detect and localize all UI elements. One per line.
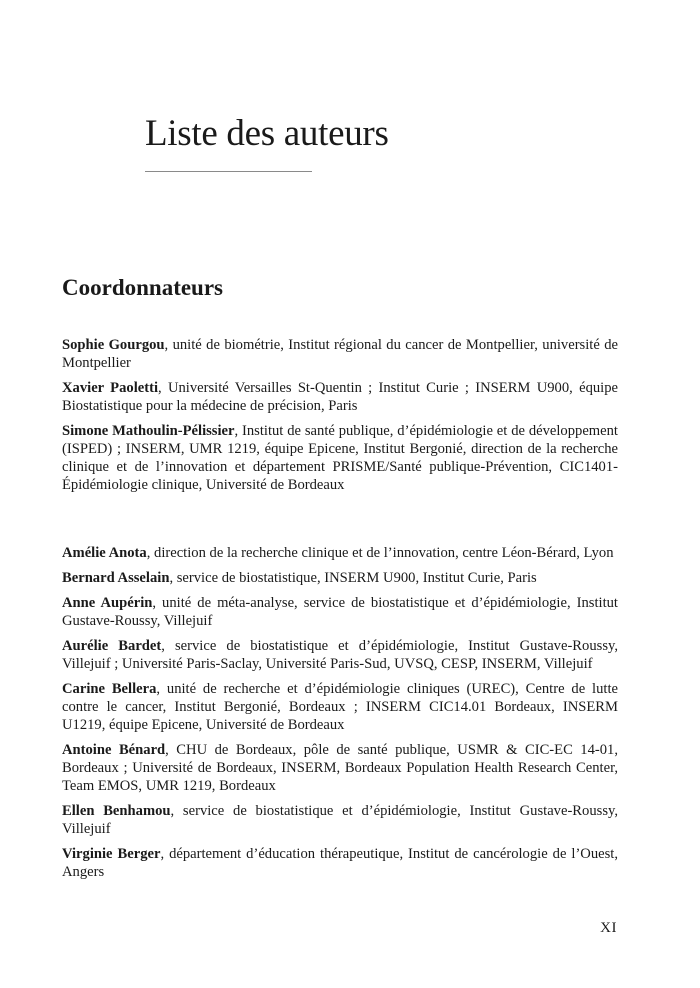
author-name: Simone Mathoulin-Pélissier	[62, 423, 235, 439]
author-affiliation: , unité de biométrie, Institut régional du cancer de Montpellier, université de Montpellier	[62, 337, 618, 371]
author-affiliation: , Institut de santé publique, d’épidémiologie et de développement (ISPED) ; INSERM, UMR 1219, équipe Epicene, Institut Bergonié, direction de la recherche clinique et de l’innovation et département PRISME/Santé publique-Prévention, CIC1401-Épidémiologie clinique, Université de Bordeaux	[62, 423, 618, 493]
author-affiliation: , direction de la recherche clinique et de l’innovation, centre Léon-Bérard, Lyon	[146, 545, 614, 561]
coordinator-entry	[62, 379, 618, 415]
author-name: Ellen Benhamou	[62, 803, 171, 819]
author-affiliation: , CHU de Bordeaux, pôle de santé publique, USMR & CIC-EC 14-01, Bordeaux ; Université de Bordeaux, INSERM, Bordeaux Population Health Research Center, Team EMOS, UMR 1219, Bordeaux	[62, 742, 619, 794]
author-affiliation: , unité de méta-analyse, service de biostatistique et d’épidémiologie, Institut Gustave-Roussy, Villejuif	[62, 595, 618, 629]
page-number: XI	[600, 920, 617, 936]
author-name: Sophie Gourgou	[62, 337, 165, 353]
author-name: Anne Aupérin	[62, 595, 153, 611]
author-entry	[62, 741, 618, 795]
author-name: Carine Bellera	[62, 681, 157, 697]
author-entry	[62, 845, 618, 881]
author-name: Virginie Berger	[62, 846, 161, 862]
coordinator-entry	[62, 336, 618, 372]
author-name: Bernard Asselain	[62, 570, 170, 586]
author-name: Aurélie Bardet	[62, 638, 162, 654]
author-entry	[62, 544, 618, 562]
author-affiliation: , service de biostatistique et d’épidémiologie, Institut Gustave-Roussy, Villejuif	[62, 803, 618, 837]
coordinator-entry	[62, 422, 618, 494]
title-rule	[145, 171, 312, 172]
author-entry	[62, 802, 618, 838]
author-affiliation: , département d’éducation thérapeutique, Institut de cancérologie de l’Ouest, Angers	[62, 846, 618, 880]
author-entry	[62, 569, 618, 587]
author-affiliation: , Université Versailles St-Quentin ; Institut Curie ; INSERM U900, équipe Biostatistique pour la médecine de précision, Paris	[62, 380, 618, 414]
author-name: Xavier Paoletti	[62, 380, 158, 396]
author-affiliation: , service de biostatistique, INSERM U900, Institut Curie, Paris	[169, 570, 537, 586]
section-heading-coordinators: Coordonnateurs	[62, 275, 224, 300]
author-entry	[62, 680, 618, 734]
author-name: Antoine Bénard	[62, 742, 166, 758]
authors-list	[62, 544, 618, 888]
author-entry	[62, 637, 618, 673]
page-title: Liste des auteurs	[145, 113, 389, 154]
author-name: Amélie Anota	[62, 545, 147, 561]
author-affiliation: , service de biostatistique et d’épidémiologie, Institut Gustave-Roussy, Villejuif ; Université Paris-Saclay, Université Paris-Sud, UVSQ, CESP, INSERM, Villejuif	[62, 638, 618, 672]
coordinators-list	[62, 336, 618, 501]
author-affiliation: , unité de recherche et d’épidémiologie cliniques (UREC), Centre de lutte contre le cancer, Institut Bergonié, Bordeaux ; INSERM CIC14.01 Bordeaux, INSERM U1219, équipe Epicene, Université de Bordeaux	[62, 681, 618, 733]
author-entry	[62, 594, 618, 630]
